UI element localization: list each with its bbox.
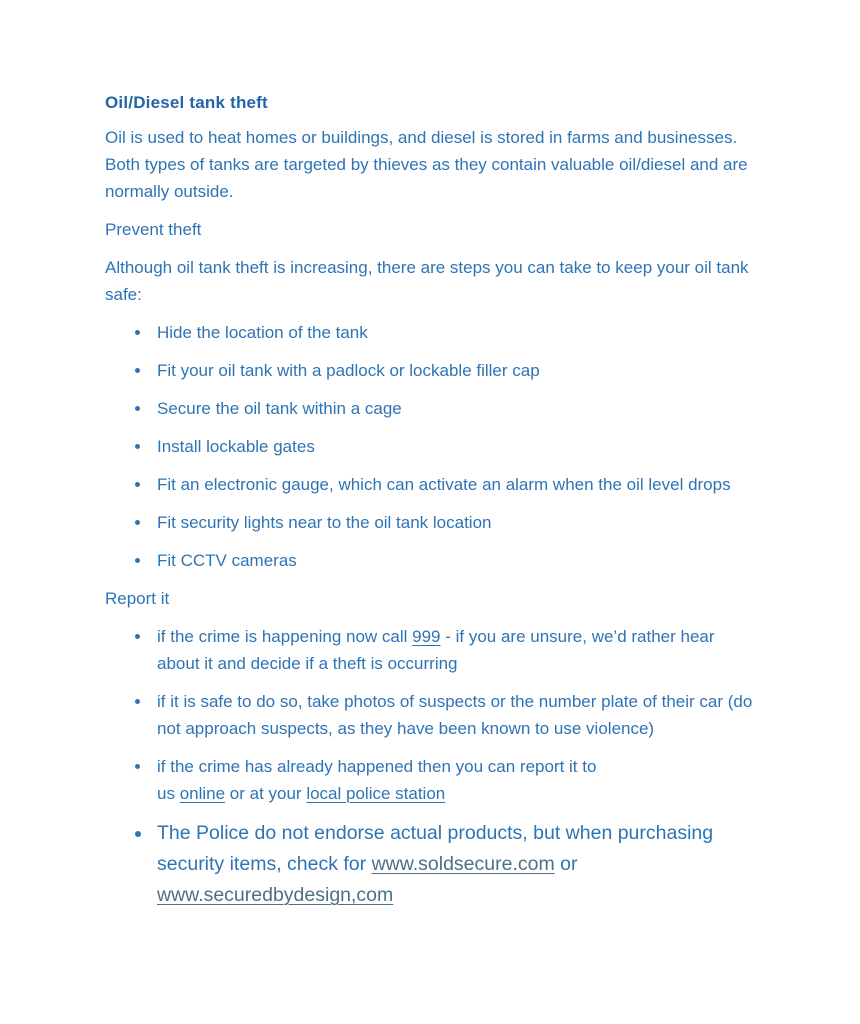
list-item-text: Hide the location of the tank [157, 323, 368, 342]
list-item-text: Fit CCTV cameras [157, 551, 297, 570]
list-item-text: us [157, 784, 180, 803]
list-item [105, 688, 753, 742]
list-item-text: Fit your oil tank with a padlock or lockable filler cap [157, 361, 540, 380]
bullet-icon [135, 634, 140, 639]
list-item-text: if the crime is happening now call [157, 627, 413, 646]
list-item [105, 471, 753, 498]
list-item [105, 509, 753, 536]
list-item-text: or at your [225, 784, 307, 803]
bullet-icon [135, 699, 140, 704]
link-securedbydesign[interactable]: www.securedbydesign,com [157, 884, 394, 906]
bullet-icon [135, 330, 140, 335]
list-item-text: The Police do not endorse actual products, but when purchasing security items, check for [157, 822, 714, 875]
bullet-icon [135, 482, 140, 487]
link-online[interactable]: online [179, 784, 226, 803]
list-item [105, 319, 753, 346]
list-item-text: Install lockable gates [157, 437, 315, 456]
bullet-icon [135, 368, 140, 373]
list-item [105, 623, 753, 677]
list-item [105, 357, 753, 384]
list-item [105, 753, 753, 807]
list-item [105, 395, 753, 422]
list-item-text: Secure the oil tank within a cage [157, 399, 402, 418]
prevent-theft-lead: Although oil tank theft is increasing, there are steps you can take to keep your oil tank safe: [105, 258, 749, 304]
list-item-text: Fit an electronic gauge, which can activate an alarm when the oil level drops [157, 475, 731, 494]
page-title: Oil/Diesel tank theft [105, 93, 268, 112]
prevent-theft-list [105, 319, 753, 574]
list-item-text: or [554, 853, 578, 875]
list-item-text: if the crime has already happened then you can report it to [157, 757, 597, 776]
bullet-icon [135, 764, 140, 769]
list-item [105, 818, 753, 911]
list-item [105, 433, 753, 460]
report-it-list [105, 623, 753, 911]
list-item [105, 547, 753, 574]
link-soldsecure[interactable]: www.soldsecure.com [371, 853, 555, 875]
bullet-icon [135, 406, 140, 411]
list-item-text: if it is safe to do so, take photos of suspects or the number plate of their car (do not approach suspects, as they have been known to use violence) [157, 692, 753, 738]
report-it-subheading: Report it [105, 589, 170, 608]
bullet-icon [135, 520, 140, 525]
list-item-text: - if you are unsure, we’d rather hear about it and decide if a theft is occurring [157, 627, 715, 673]
prevent-theft-subheading: Prevent theft [105, 220, 202, 239]
link-local-police-station[interactable]: local police station [306, 784, 446, 803]
link-999[interactable]: 999 [412, 627, 441, 646]
bullet-icon [135, 831, 141, 837]
list-item-text: Fit security lights near to the oil tank location [157, 513, 492, 532]
bullet-icon [135, 444, 140, 449]
intro-paragraph: Oil is used to heat homes or buildings, and diesel is stored in farms and businesses. Both types of tanks are targeted by thieves as they contain valuable oil/diesel and are normally outside. [105, 128, 748, 201]
bullet-icon [135, 558, 140, 563]
